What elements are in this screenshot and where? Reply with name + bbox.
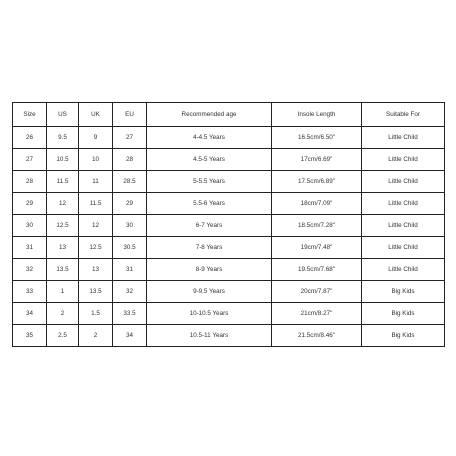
cell-recommended-age: 9-9.5 Years [147,281,272,303]
cell-suitable-for: Little Child [362,149,445,171]
cell-eu: 30.5 [113,237,147,259]
cell-recommended-age: 5-5.5 Years [147,171,272,193]
header-eu: EU [113,103,147,127]
cell-recommended-age: 10-10.5 Years [147,303,272,325]
cell-insole-length: 18cm/7.09" [272,193,362,215]
cell-insole-length: 19.5cm/7.68" [272,259,362,281]
cell-uk: 2 [79,325,113,347]
cell-us: 1 [47,281,79,303]
cell-uk: 12 [79,215,113,237]
cell-eu: 31 [113,259,147,281]
table-row [13,303,445,325]
table-body [13,127,445,347]
cell-size: 28 [13,171,47,193]
header-us: US [47,103,79,127]
cell-eu: 34 [113,325,147,347]
cell-suitable-for: Little Child [362,259,445,281]
cell-suitable-for: Big Kids [362,303,445,325]
header-insole-length: Insole Length [272,103,362,127]
table-row [13,171,445,193]
cell-eu: 29 [113,193,147,215]
cell-recommended-age: 4.5-5 Years [147,149,272,171]
table-row [13,215,445,237]
cell-insole-length: 18.5cm/7.28" [272,215,362,237]
table-header [13,103,445,127]
table-row [13,237,445,259]
cell-recommended-age: 6-7 Years [147,215,272,237]
cell-suitable-for: Big Kids [362,325,445,347]
cell-insole-length: 17.5cm/6.89" [272,171,362,193]
cell-size: 35 [13,325,47,347]
table-row [13,193,445,215]
cell-recommended-age: 10.5-11 Years [147,325,272,347]
cell-uk: 11.5 [79,193,113,215]
cell-eu: 27 [113,127,147,149]
cell-uk: 12.5 [79,237,113,259]
cell-size: 26 [13,127,47,149]
cell-insole-length: 16.5cm/6.50" [272,127,362,149]
cell-us: 12 [47,193,79,215]
table-row [13,149,445,171]
table-row [13,281,445,303]
cell-suitable-for: Little Child [362,171,445,193]
cell-size: 30 [13,215,47,237]
cell-uk: 1.5 [79,303,113,325]
cell-suitable-for: Little Child [362,193,445,215]
cell-us: 2.5 [47,325,79,347]
cell-uk: 13 [79,259,113,281]
cell-suitable-for: Big Kids [362,281,445,303]
cell-recommended-age: 7-8 Years [147,237,272,259]
size-chart-table [12,102,445,347]
cell-size: 27 [13,149,47,171]
cell-size: 34 [13,303,47,325]
cell-uk: 9 [79,127,113,149]
table-row [13,325,445,347]
cell-size: 29 [13,193,47,215]
cell-insole-length: 20cm/7.87" [272,281,362,303]
cell-eu: 28 [113,149,147,171]
cell-suitable-for: Little Child [362,127,445,149]
cell-us: 2 [47,303,79,325]
cell-suitable-for: Little Child [362,215,445,237]
cell-eu: 33.5 [113,303,147,325]
cell-us: 13.5 [47,259,79,281]
cell-size: 33 [13,281,47,303]
cell-uk: 13.5 [79,281,113,303]
cell-recommended-age: 8-9 Years [147,259,272,281]
cell-insole-length: 19cm/7.48" [272,237,362,259]
cell-suitable-for: Little Child [362,237,445,259]
header-row [13,103,445,127]
cell-us: 10.5 [47,149,79,171]
cell-uk: 10 [79,149,113,171]
table-row [13,127,445,149]
header-size: Size [13,103,47,127]
cell-eu: 32 [113,281,147,303]
cell-us: 13 [47,237,79,259]
cell-us: 11.5 [47,171,79,193]
cell-uk: 11 [79,171,113,193]
cell-eu: 28.5 [113,171,147,193]
cell-insole-length: 21cm/8.27" [272,303,362,325]
cell-insole-length: 17cm/6.69" [272,149,362,171]
header-uk: UK [79,103,113,127]
cell-recommended-age: 4-4.5 Years [147,127,272,149]
table-row [13,259,445,281]
header-suitable-for: Suitable For [362,103,445,127]
cell-insole-length: 21.5cm/8.46" [272,325,362,347]
header-recommended-age: Recommended age [147,103,272,127]
cell-recommended-age: 5.5-6 Years [147,193,272,215]
cell-us: 12.5 [47,215,79,237]
cell-eu: 30 [113,215,147,237]
cell-size: 32 [13,259,47,281]
cell-size: 31 [13,237,47,259]
cell-us: 9.5 [47,127,79,149]
